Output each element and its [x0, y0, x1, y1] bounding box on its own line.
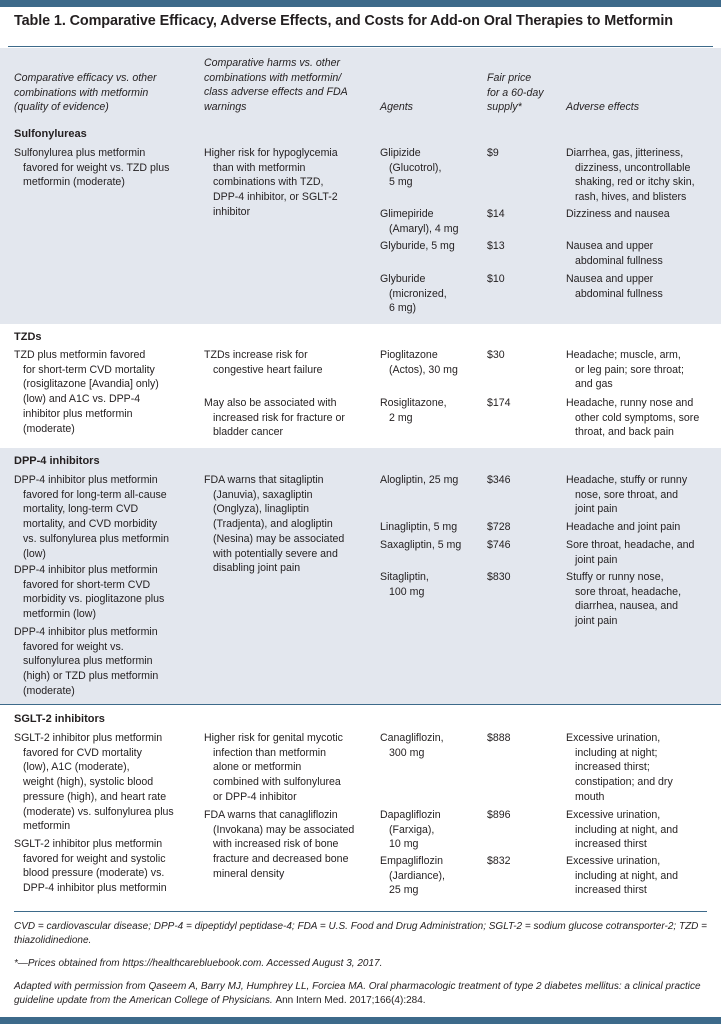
adverse-glimepiride: Dizziness and nausea — [566, 208, 670, 220]
sglt2-harms-1: Higher risk for genital mycotic infection than metformin alone or metformin combined with sulfonylurea or DPP-4 inhibitor — [204, 732, 343, 803]
footnote-source-text: Adapted with permission from Qaseem A, Barry MJ, Humphrey LL, Forciea MA. Oral pharmacologic treatment of type 2 diabetes mellitus: a clinical practice guideline update from the American College of Physicians. — [14, 981, 701, 1006]
sglt2-efficacy-2: SGLT-2 inhibitor plus metformin favored for weight and systolic blood pressure (moderate) vs. DPP-4 inhibitor plus metformin — [14, 838, 167, 895]
sulfonylureas-harms: Higher risk for hypoglycemia than with metformin combinations with TZD, DPP-4 inhibitor, or SGLT-2 inhibitor — [204, 147, 338, 218]
sulfonylureas-efficacy: Sulfonylurea plus metformin favored for weight vs. TZD plus metformin (moderate) — [14, 147, 170, 189]
footnote-prices: *—Prices obtained from https://healthcarebluebook.com. Accessed August 3, 2017. — [14, 958, 383, 969]
dpp4-efficacy-1: DPP-4 inhibitor plus metformin favored for long-term all-cause mortality, long-term CVD mortality, and CVD morbidity vs. sulfonylurea plus metformin (low) — [14, 474, 170, 560]
price-linagliptin: $728 — [487, 521, 511, 533]
bottom-accent-bar — [0, 1017, 721, 1024]
price-glipizide: $9 — [487, 147, 499, 159]
agent-canagliflozin: Canagliflozin, 300 mg — [380, 732, 444, 759]
adverse-glyburide: Nausea and upper abdominal fullness — [566, 240, 663, 267]
footnote-abbreviations: CVD = cardiovascular disease; DPP-4 = dipeptidyl peptidase-4; FDA = U.S. Food and Drug Administration; SGLT-2 = sodium glucose cotransporter-2; TZD = thiazolidinedione. — [14, 921, 708, 946]
dpp4-harms: FDA warns that sitagliptin (Januvia), saxagliptin (Onglyza), linagliptin (Tradjenta), and alogliptin (Nesina) may be associated with potentially severe and disabling joint pain — [204, 474, 345, 575]
section-title-dpp4: DPP-4 inhibitors — [14, 455, 100, 467]
price-glyburide: $13 — [487, 240, 505, 252]
header-adverse: Adverse effects — [566, 101, 640, 113]
sglt2-band — [0, 704, 721, 705]
agent-glipizide: Glipizide (Glucotrol), 5 mg — [380, 147, 442, 189]
title-divider — [8, 46, 713, 47]
agent-alogliptin: Alogliptin, 25 mg — [380, 474, 459, 486]
adverse-dapagliflozin: Excessive urination, including at night, and increased thirst — [566, 809, 679, 851]
price-empagliflozin: $832 — [487, 855, 511, 867]
adverse-empagliflozin: Excessive urination, including at night, and increased thirst — [566, 855, 679, 897]
tzds-harms-2: May also be associated with increased risk for fracture or bladder cancer — [204, 397, 345, 439]
dpp4-efficacy-2: DPP-4 inhibitor plus metformin favored for short-term CVD morbidity vs. pioglitazone plus metformin (low) — [14, 564, 165, 621]
agent-empagliflozin: Empagliflozin (Jardiance), 25 mg — [380, 855, 445, 897]
agent-glyburide: Glyburide, 5 mg — [380, 240, 455, 252]
header-price: Fair price for a 60-day supply* — [487, 72, 544, 114]
adverse-glipizide: Diarrhea, gas, jitteriness, dizziness, uncontrollable shaking, red or itchy skin, rash, hives, and blisters — [566, 147, 695, 204]
header-agents: Agents — [380, 101, 413, 113]
adverse-canagliflozin: Excessive urination, including at night; increased thirst; constipation; and dry mouth — [566, 732, 673, 803]
price-alogliptin: $346 — [487, 474, 511, 486]
agent-dapagliflozin: Dapagliflozin (Farxiga), 10 mg — [380, 809, 441, 851]
adverse-saxagliptin: Sore throat, headache, and joint pain — [566, 539, 695, 566]
tzds-harms-1: TZDs increase risk for congestive heart failure — [204, 349, 323, 376]
price-pioglitazone: $30 — [487, 349, 505, 361]
sglt2-harms-2: FDA warns that canagliflozin (Invokana) may be associated with increased risk of bone fracture and decreased bone mineral density — [204, 809, 355, 880]
price-glimepiride: $14 — [487, 208, 505, 220]
price-dapagliflozin: $896 — [487, 809, 511, 821]
price-sitagliptin: $830 — [487, 571, 511, 583]
agent-rosiglitazone: Rosiglitazone, 2 mg — [380, 397, 447, 424]
top-accent-bar — [0, 0, 721, 7]
footnote-source — [14, 980, 709, 1007]
agent-glyburide-micronized: Glyburide (micronized, 6 mg) — [380, 273, 447, 315]
adverse-pioglitazone: Headache; muscle, arm, or leg pain; sore throat; and gas — [566, 349, 684, 391]
agent-pioglitazone: Pioglitazone (Actos), 30 mg — [380, 349, 458, 376]
header-efficacy: Comparative efficacy vs. other combinations with metformin (quality of evidence) — [14, 72, 157, 114]
table-title: Table 1. Comparative Efficacy, Adverse Effects, and Costs for Add-on Oral Therapies to Metformin — [14, 13, 673, 29]
agent-saxagliptin: Saxagliptin, 5 mg — [380, 539, 462, 551]
price-canagliflozin: $888 — [487, 732, 511, 744]
sglt2-efficacy-1: SGLT-2 inhibitor plus metformin favored for CVD mortality (low), A1C (moderate), weight (high), systolic blood pressure (high), and heart rate (moderate) vs. sulfonylurea plus metformin — [14, 732, 174, 833]
adverse-glyburide-micronized: Nausea and upper abdominal fullness — [566, 273, 663, 300]
header-harms: Comparative harms vs. other combinations with metformin/ class adverse effects and FDA warnings — [204, 57, 348, 113]
adverse-rosiglitazone: Headache, runny nose and other cold symptoms, sore throat, and back pain — [566, 397, 700, 439]
price-glyburide-micronized: $10 — [487, 273, 505, 285]
adverse-sitagliptin: Stuffy or runny nose, sore throat, headache, diarrhea, nausea, and joint pain — [566, 571, 682, 628]
section-title-sulfonylureas: Sulfonylureas — [14, 128, 87, 140]
tzds-efficacy: TZD plus metformin favored for short-term CVD mortality (rosiglitazone [Avandia] only) (low) and A1C vs. DPP-4 inhibitor plus metformin (moderate) — [14, 349, 159, 435]
agent-sitagliptin: Sitagliptin, 100 mg — [380, 571, 429, 598]
footnote-journal: Ann Intern Med. 2017;166(4):284. — [275, 994, 426, 1006]
section-title-tzds: TZDs — [14, 331, 42, 343]
price-rosiglitazone: $174 — [487, 397, 511, 409]
dpp4-efficacy-3: DPP-4 inhibitor plus metformin favored for weight vs. sulfonylurea plus metformin (high) or TZD plus metformin (moderate) — [14, 626, 159, 697]
adverse-alogliptin: Headache, stuffy or runny nose, sore throat, and joint pain — [566, 474, 688, 516]
agent-glimepiride: Glimepiride (Amaryl), 4 mg — [380, 208, 459, 235]
adverse-linagliptin: Headache and joint pain — [566, 521, 681, 533]
price-saxagliptin: $746 — [487, 539, 511, 551]
agent-linagliptin: Linagliptin, 5 mg — [380, 521, 458, 533]
footnote-divider — [14, 911, 707, 912]
section-title-sglt2: SGLT-2 inhibitors — [14, 713, 105, 725]
